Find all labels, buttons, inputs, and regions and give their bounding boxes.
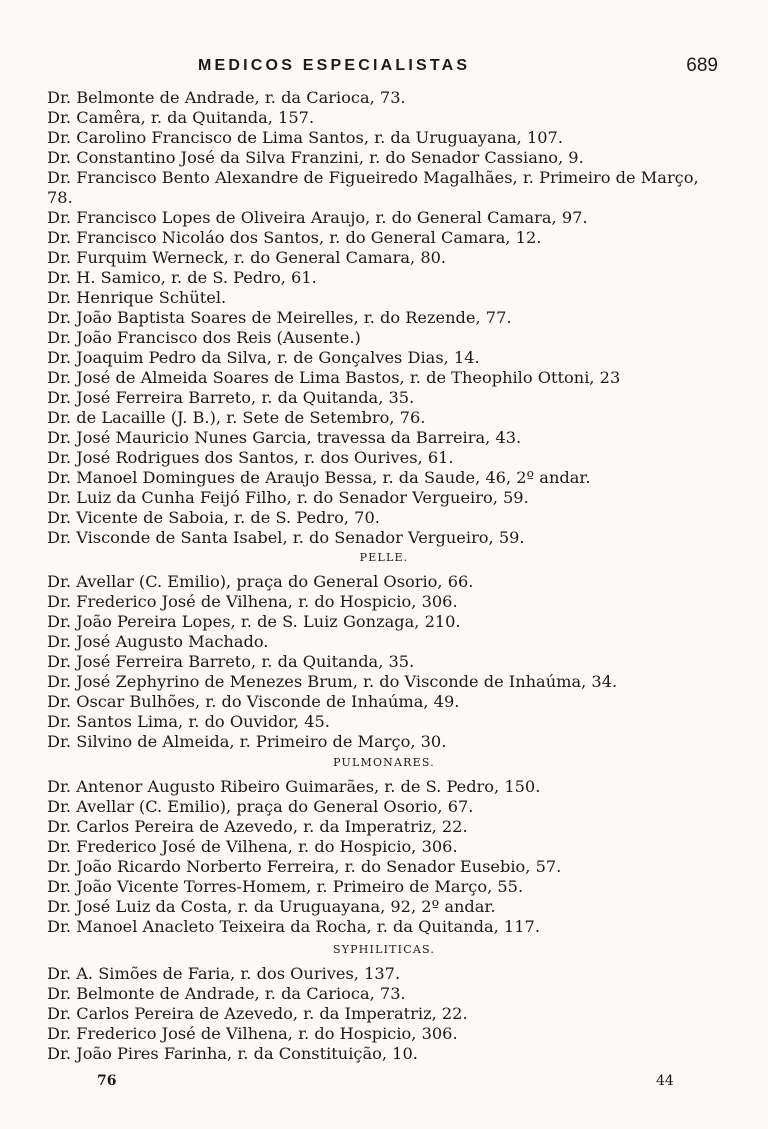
list-item: Dr. de Lacaille (J. B.), r. Sete de Setembro, 76. (47, 408, 426, 427)
list-item: Dr. Frederico José de Vilhena, r. do Hospicio, 306. (47, 592, 458, 611)
list-item: Dr. João Ricardo Norberto Ferreira, r. do Senador Eusebio, 57. (47, 857, 562, 876)
list-item: Dr. Henrique Schütel. (47, 288, 227, 307)
list-item: Dr. Oscar Bulhões, r. do Visconde de Inhaúma, 49. (47, 692, 460, 711)
list-item: Dr. Joaquim Pedro da Silva, r. de Gonçalves Dias, 14. (47, 348, 480, 367)
list-item: Dr. Luiz da Cunha Feijó Filho, r. do Senador Vergueiro, 59. (47, 488, 529, 507)
list-item: Dr. H. Samico, r. de S. Pedro, 61. (47, 268, 317, 287)
list-item: Dr. Santos Lima, r. do Ouvidor, 45. (47, 712, 330, 731)
list-item: Dr. José Ferreira Barreto, r. da Quitanda, 35. (47, 652, 415, 671)
footer-signature-right: 44 (656, 1073, 674, 1089)
list-item: Dr. João Vicente Torres-Homem, r. Primeiro de Março, 55. (47, 877, 524, 896)
list-item: Dr. Silvino de Almeida, r. Primeiro de Março, 30. (47, 732, 447, 751)
list-item: Dr. José Augusto Machado. (47, 632, 269, 651)
list-item: Dr. João Baptista Soares de Meirelles, r. do Rezende, 77. (47, 308, 512, 327)
list-item: Dr. Vicente de Saboia, r. de S. Pedro, 70. (47, 508, 380, 527)
list-item: Dr. Carolino Francisco de Lima Santos, r. da Uruguayana, 107. (47, 128, 564, 147)
list-item: Dr. Avellar (C. Emilio), praça do General Osorio, 67. (47, 797, 474, 816)
list-item: Dr. Francisco Lopes de Oliveira Araujo, r. do General Camara, 97. (47, 208, 588, 227)
list-item: Dr. José Ferreira Barreto, r. da Quitanda, 35. (47, 388, 415, 407)
list-item: Dr. Carlos Pereira de Azevedo, r. da Imperatriz, 22. (47, 1004, 468, 1023)
list-item: Dr. Camêra, r. da Quitanda, 157. (47, 108, 315, 127)
list-item: Dr. Carlos Pereira de Azevedo, r. da Imperatriz, 22. (47, 817, 468, 836)
page-number: 689 (686, 55, 718, 76)
list-item: Dr. José Luiz da Costa, r. da Uruguayana, 92, 2º andar. (47, 897, 496, 916)
section-heading-pulmonares: PULMONARES. (333, 756, 435, 769)
list-item: Dr. Constantino José da Silva Franzini, r. do Senador Cassiano, 9. (47, 148, 584, 167)
list-item: Dr. Antenor Augusto Ribeiro Guimarães, r. de S. Pedro, 150. (47, 777, 541, 796)
page-title: MEDICOS ESPECIALISTAS (198, 57, 471, 74)
page-header (198, 57, 718, 79)
list-item: Dr. A. Simões de Faria, r. dos Ourives, 137. (47, 964, 401, 983)
list-item: Dr. Francisco Nicoláo dos Santos, r. do General Camara, 12. (47, 228, 542, 247)
list-item: Dr. José Mauricio Nunes Garcia, travessa da Barreira, 43. (47, 428, 522, 447)
list-item: Dr. Furquim Werneck, r. do General Camara, 80. (47, 248, 447, 267)
list-item: Dr. Manoel Anacleto Teixeira da Rocha, r. da Quitanda, 117. (47, 917, 540, 936)
list-item: Dr. Belmonte de Andrade, r. da Carioca, 73. (47, 88, 406, 107)
section-heading-pelle: PELLE. (359, 551, 409, 564)
list-item-text: Dr. Francisco Bento Alexandre de Figueiredo Magalhães, r. Primeiro de Março, 78. (47, 168, 699, 207)
list-item: Dr. José Zephyrino de Menezes Brum, r. do Visconde de Inhaúma, 34. (47, 672, 618, 691)
list-item: Dr. João Pereira Lopes, r. de S. Luiz Gonzaga, 210. (47, 612, 461, 631)
list-item: Dr. Manoel Domingues de Araujo Bessa, r. da Saude, 46, 2º andar. (47, 468, 591, 487)
list-item: Dr. Visconde de Santa Isabel, r. do Senador Vergueiro, 59. (47, 528, 525, 547)
list-item: Dr. Frederico José de Vilhena, r. do Hospicio, 306. (47, 837, 458, 856)
list-item (47, 168, 712, 208)
list-item: Dr. João Francisco dos Reis (Ausente.) (47, 328, 361, 347)
section-heading-syphiliticas: SYPHILITICAS. (332, 943, 436, 956)
list-item: Dr. João Pires Farinha, r. da Constituição, 10. (47, 1044, 418, 1063)
list-item: Dr. Belmonte de Andrade, r. da Carioca, 73. (47, 984, 406, 1003)
list-item: Dr. José de Almeida Soares de Lima Bastos, r. de Theophilo Ottoni, 23 (47, 368, 621, 387)
list-item: Dr. Frederico José de Vilhena, r. do Hospicio, 306. (47, 1024, 458, 1043)
list-item: Dr. José Rodrigues dos Santos, r. dos Ourives, 61. (47, 448, 454, 467)
footer-signature-left: 76 (97, 1073, 117, 1089)
list-item: Dr. Avellar (C. Emilio), praça do General Osorio, 66. (47, 572, 474, 591)
